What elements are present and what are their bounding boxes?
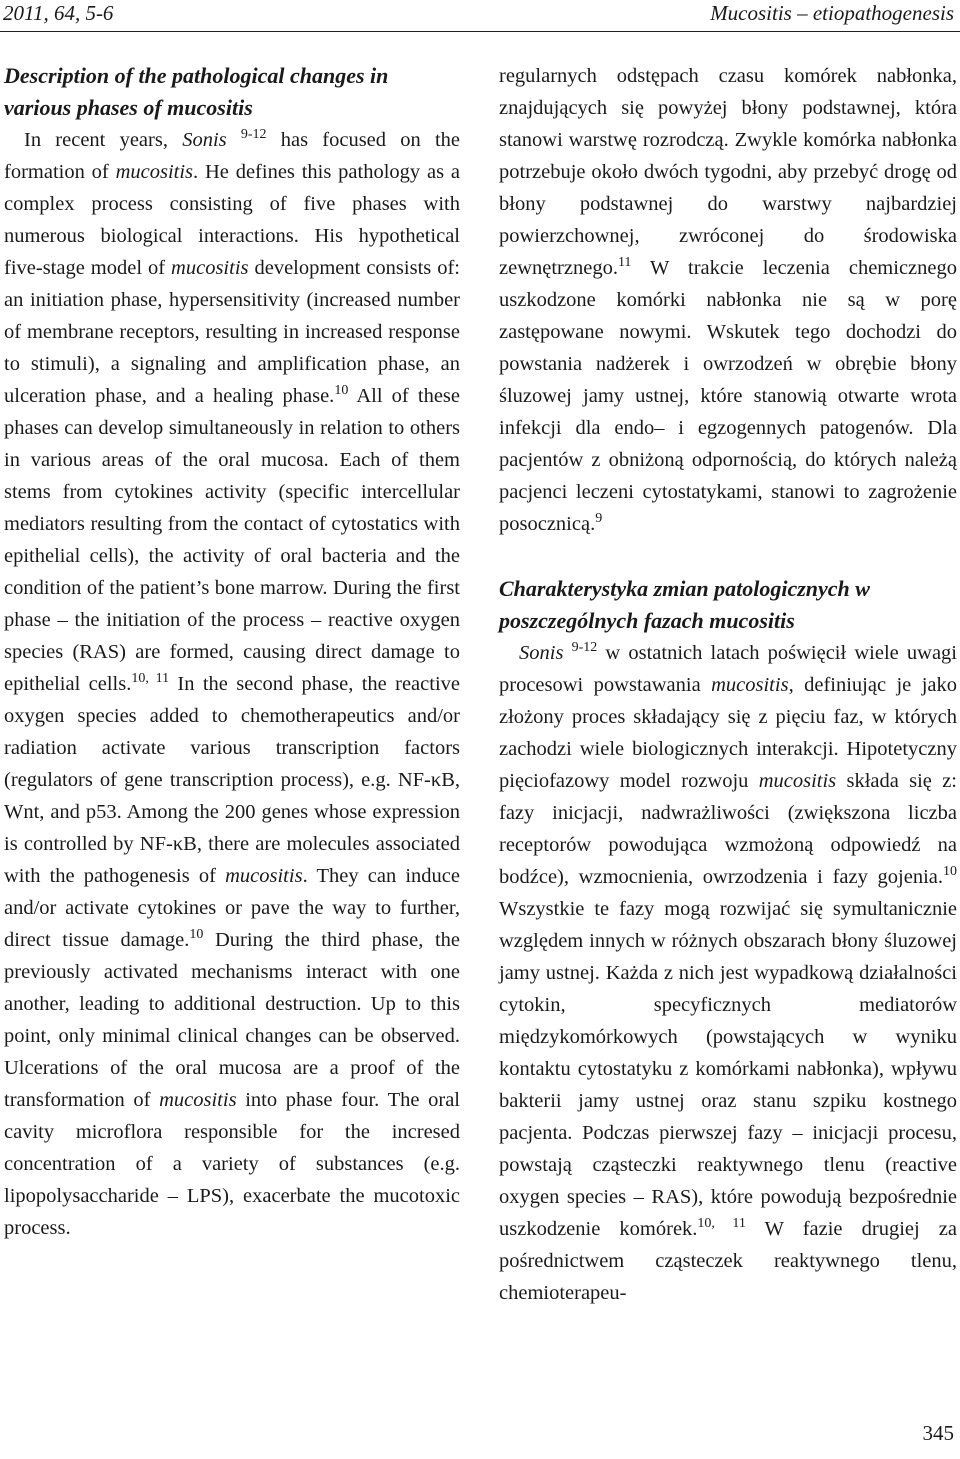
text-run: During the third phase, the previously activated mechanisms interact with one another, leading to additional destruction. Up to this point, only minimal clinical changes can be observed. Ulcerations of the oral mucosa are a proof of the transformation of: [4, 929, 461, 1111]
text-run: składa się z: fazy inicjacji, nadwrażliwości (zwiększona liczba receptorów powodująca wzmożoną odpowiedź na bodźce), wzmocnienia, owrzodzenia i fazy gojenia.: [499, 770, 957, 888]
citation-ref: 11: [617, 255, 632, 270]
text-run: development consists of: an initiation phase, hypersensitivity (increased number of membrane receptors, resulting in increased response to stimuli), a signaling and amplification phase, an ulceration phase, and a healing phase.: [4, 257, 460, 407]
polish-section-heading: Charakterystyka zmian patologicznych w poszczególnych fazach mucositis: [499, 576, 870, 633]
author-name: Sonis: [182, 129, 227, 151]
text-run: W trakcie leczenia chemicznego uszkodzone komórki nabłonka nie są w porę zastępowane nowymi. Wskutek tego dochodzi do powstania nadżerek i owrzodzeń w obrębie błony śluzowej jamy ustnej, które stanowią otwarte wrota infekcji dla endo– i egzogennych patogenów. Dla pacjentów z obniżoną odpornością, do których należą pacjenci leczeni cytostatykami, stanowi to zagrożenie posocznicą.: [499, 257, 957, 535]
term-mucositis: mucositis: [225, 865, 303, 887]
page-number: 345: [922, 1421, 954, 1445]
text-run: . He defines this pathology as a complex process consisting of five phases with numerous biological interactions. His hypothetical five-stage model of: [4, 161, 460, 279]
text-run: Wszystkie te fazy mogą rozwijać się symultanicznie względem innych w różnych obszarach błony śluzowej jamy ustnej. Każda z nich jest wypadkową działalności cytokin, specyficznych mediatorów międzykomórkowych (powstających w wyniku kontaktu cytostatyku z komórkami nabłonka), wpływu bakterii jamy ustnej oraz stanu szpiku kostnego pacjenta. Podczas pierwszej fazy – inicjacji procesu, powstają cząsteczki reaktywnego tlenu (reactive oxygen species – RAS), które powodują bezpośrednie uszkodzenie komórek.: [499, 898, 957, 1240]
citation-ref: 9-12: [240, 127, 267, 142]
citation-ref: 10, 11: [697, 1216, 746, 1231]
citation-ref: 10, 11: [131, 671, 170, 686]
term-mucositis: mucositis: [171, 257, 249, 279]
citation-ref: 9-12: [571, 640, 598, 655]
text-run: regularnych odstępach czasu komórek nabłonka, znajdujących się powyżej błony podstawnej, która stanowi warstwę rozrodczą. Zwykle komórka nabłonka potrzebuje około dwóch tygodni, aby przebyć drogę od błony podstawnej do warstwy najbardziej powierzchownej, zwróconej do środowiska zewnętrznego.: [499, 65, 957, 279]
citation-ref: 10: [189, 927, 204, 942]
text-run: In the second phase, the reactive oxygen species added to chemotherapeutics and/or radiation activate various transcription factors (regulators of gene transcription process), e.g. NF-κB, Wnt, and p53. Among the 200 genes whose expression is controlled by NF-κB, there are molecules associated with the pathogenesis of: [4, 673, 460, 887]
polish-paragraph: [499, 637, 957, 1309]
text-run: into phase four. The oral cavity microflora responsible for the incresed concentration of a variety of substances (e.g. lipopolysaccharide – LPS), exacerbate the mucotoxic process.: [4, 1089, 460, 1239]
english-column: [4, 60, 460, 1244]
polish-continued-paragraph: [499, 60, 957, 540]
term-mucositis: mucositis: [758, 770, 837, 792]
polish-column: [499, 60, 957, 1309]
text-run: W fazie drugiej za pośrednictwem cząsteczek reaktywnego tlenu, chemioterapeu-: [499, 1218, 957, 1304]
term-mucositis: mucositis: [711, 674, 789, 696]
text-run: , definiując je jako złożony proces składający się z pięciu faz, w których zachodzi wiele biologicznych interakcji. Hipotetyczny pięciofazowy model rozwoju: [499, 674, 957, 792]
text-run: . They can induce and/or activate cytokines or pave the way to further, direct tissue damage.: [4, 865, 461, 951]
citation-ref: 10: [943, 864, 957, 879]
running-head: [0, 0, 960, 28]
text-run: In recent years,: [24, 129, 183, 151]
text-run: All of these phases can develop simultaneously in relation to others in various areas of the oral mucosa. Each of them stems from cytokines activity (specific intercellular mediators resulting from the contact of cytostatics with epithelial cells), the activity of oral bacteria and the condition of the patient’s bone marrow. During the first phase – the initiation of the process – reactive oxygen species (RAS) are formed, causing direct damage to epithelial cells.: [4, 385, 460, 695]
journal-issue: 2011, 64, 5-6: [3, 1, 114, 25]
term-mucositis: mucositis: [115, 161, 194, 183]
english-paragraph: [4, 124, 460, 1244]
text-run: has focused on the formation of: [4, 129, 461, 183]
citation-ref: 10: [334, 383, 349, 398]
author-name: Sonis: [519, 642, 564, 664]
text-run: w ostatnich latach poświęcił wiele uwagi procesowi powstawania: [499, 642, 957, 696]
header-rule: [0, 31, 960, 32]
term-mucositis: mucositis: [159, 1089, 237, 1111]
citation-ref: 9: [595, 511, 603, 526]
english-section-heading: Description of the pathological changes in various phases of mucositis: [4, 63, 389, 120]
running-title: Mucositis – etiopathogenesis: [710, 1, 954, 25]
